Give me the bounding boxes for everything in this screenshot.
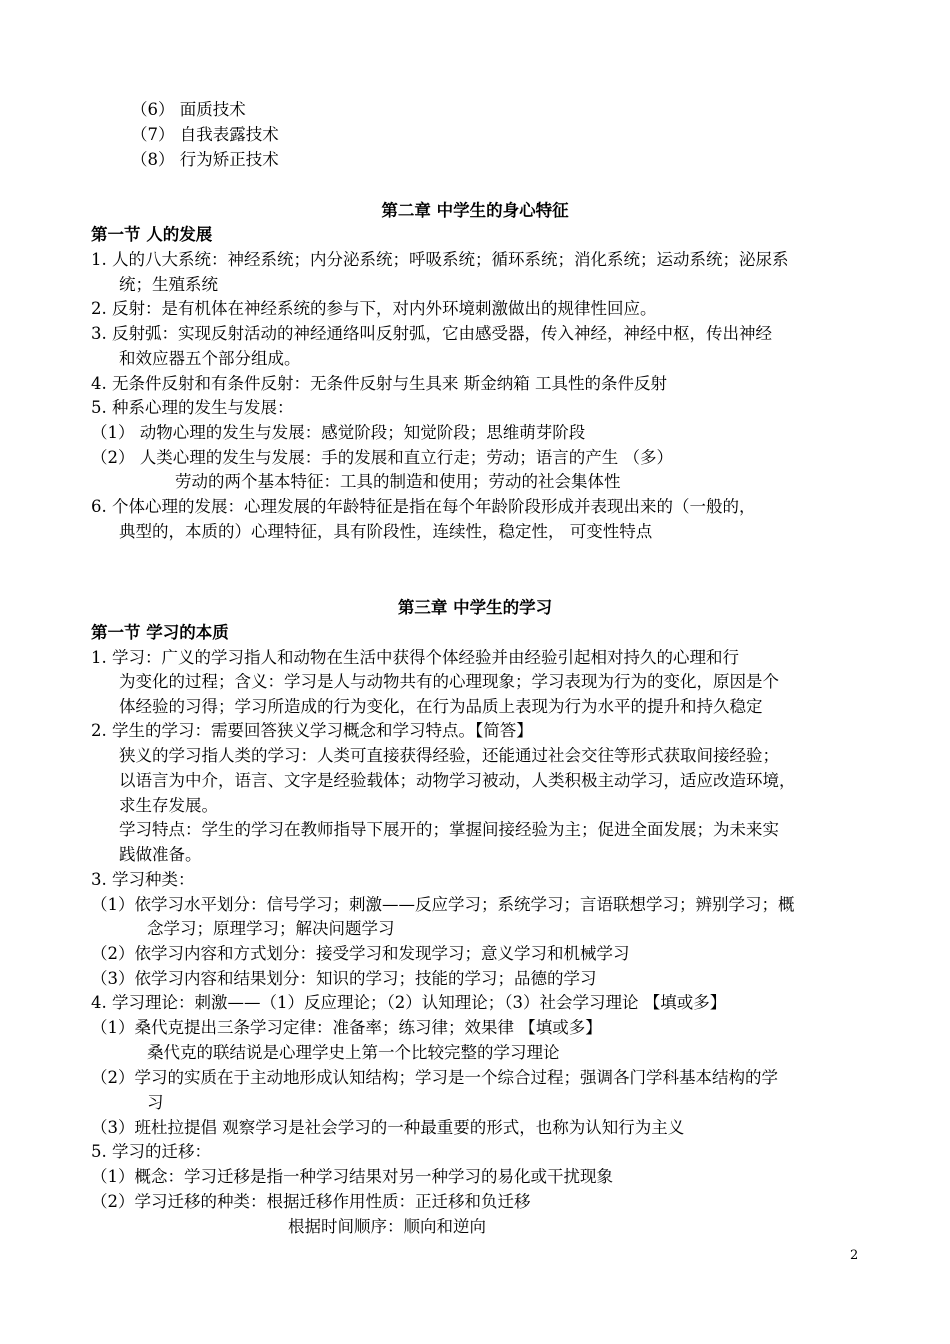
paragraph-line: （1） 动物心理的发生与发展：感觉阶段；知觉阶段；思维萌芽阶段: [91, 423, 586, 442]
paragraph-line: （1）概念：学习迁移是指一种学习结果对另一种学习的易化或干扰现象: [91, 1167, 613, 1186]
paragraph-line: 习: [147, 1093, 164, 1112]
paragraph-line: 4. 学习理论：刺激——（1）反应理论；（2）认知理论；（3）社会学习理论 【填或多】: [91, 993, 727, 1012]
paragraph-line: 念学习；原理学习；解决问题学习: [147, 919, 395, 938]
paragraph-line: 6. 个体心理的发展：心理发展的年龄特征是指在每个年龄阶段形成并表现出来的（一般的，: [91, 497, 756, 516]
paragraph-line: 4. 无条件反射和有条件反射：无条件反射与生具来 斯金纳箱 工具性的条件反射: [91, 374, 667, 393]
paragraph-line: 5. 学习的迁移：: [91, 1142, 211, 1161]
paragraph-line: 体经验的习得；学习所造成的行为变化，在行为品质上表现为行为水平的提升和持久稳定: [119, 697, 763, 716]
paragraph-line: 以语言为中介，语言、文字是经验载体；动物学习被动，人类积极主动学习，适应改造环境，: [119, 771, 796, 790]
paragraph-line: 1. 学习：广义的学习指人和动物在生活中获得个体经验并由经验引起相对持久的心理和行: [91, 648, 739, 667]
paragraph-line: （2） 人类心理的发生与发展：手的发展和直立行走；劳动；语言的产生 （多）: [91, 448, 673, 467]
paragraph-line: 践做准备。: [119, 845, 202, 864]
paragraph-line: 和效应器五个部分组成。: [119, 349, 301, 368]
paragraph-line: 根据时间顺序：顺向和逆向: [288, 1217, 486, 1236]
section-heading: 第一节 学习的本质: [91, 623, 229, 642]
paragraph-line: （2）依学习内容和方式划分：接受学习和发现学习；意义学习和机械学习: [91, 944, 630, 963]
paragraph-line: 2. 反射：是有机体在神经系统的参与下，对内外环境刺激做出的规律性回应。: [91, 299, 657, 318]
paragraph-line: 5. 种系心理的发生与发展：: [91, 398, 294, 417]
chapter-title: 第二章 中学生的身心特征: [381, 201, 569, 220]
page-number: 2: [850, 1248, 859, 1263]
paragraph-line: 3. 学习种类：: [91, 870, 195, 889]
paragraph-line: 1. 人的八大系统：神经系统；内分泌系统；呼吸系统；循环系统；消化系统；运动系统；泌尿系: [91, 250, 789, 269]
list-item: （8） 行为矫正技术: [131, 150, 279, 169]
paragraph-line: （3）班杜拉提倡 观察学习是社会学习的一种最重要的形式，也称为认知行为主义: [91, 1118, 685, 1137]
list-item: （6） 面质技术: [131, 100, 246, 119]
paragraph-line: （3）依学习内容和结果划分：知识的学习；技能的学习；品德的学习: [91, 969, 597, 988]
paragraph-line: 2. 学生的学习：需要回答狭义学习概念和学习特点。【简答】: [91, 721, 533, 740]
paragraph-line: 统；生殖系统: [119, 275, 218, 294]
paragraph-line: 3. 反射弧：实现反射活动的神经通络叫反射弧，它由感受器，传入神经，神经中枢，传出神经: [91, 324, 772, 343]
paragraph-line: 狭义的学习指人类的学习：人类可直接获得经验，还能通过社会交往等形式获取间接经验；: [119, 746, 779, 765]
paragraph-line: 劳动的两个基本特征：工具的制造和使用；劳动的社会集体性: [175, 472, 621, 491]
section-heading: 第一节 人的发展: [91, 225, 213, 244]
paragraph-line: 桑代克的联结说是心理学史上第一个比较完整的学习理论: [147, 1043, 560, 1062]
paragraph-line: 求生存发展。: [119, 796, 218, 815]
paragraph-line: 学习特点：学生的学习在教师指导下展开的；掌握间接经验为主；促进全面发展；为未来实: [119, 820, 779, 839]
chapter-title: 第三章 中学生的学习: [397, 598, 553, 617]
paragraph-line: （2）学习的实质在于主动地形成认知结构；学习是一个综合过程；强调各门学科基本结构的学: [91, 1068, 778, 1087]
list-item: （7） 自我表露技术: [131, 125, 279, 144]
paragraph-line: （2）学习迁移的种类：根据迁移作用性质：正迁移和负迁移: [91, 1192, 531, 1211]
paragraph-line: 为变化的过程；含义：学习是人与动物共有的心理现象；学习表现为行为的变化，原因是个: [119, 672, 779, 691]
paragraph-line: （1）桑代克提出三条学习定律：准备率；练习律；效果律 【填或多】: [91, 1018, 602, 1037]
paragraph-line: 典型的，本质的）心理特征，具有阶段性，连续性，稳定性， 可变性特点: [119, 522, 653, 541]
paragraph-line: （1）依学习水平划分：信号学习；刺激——反应学习；系统学习；言语联想学习；辨别学习；概: [91, 895, 795, 914]
